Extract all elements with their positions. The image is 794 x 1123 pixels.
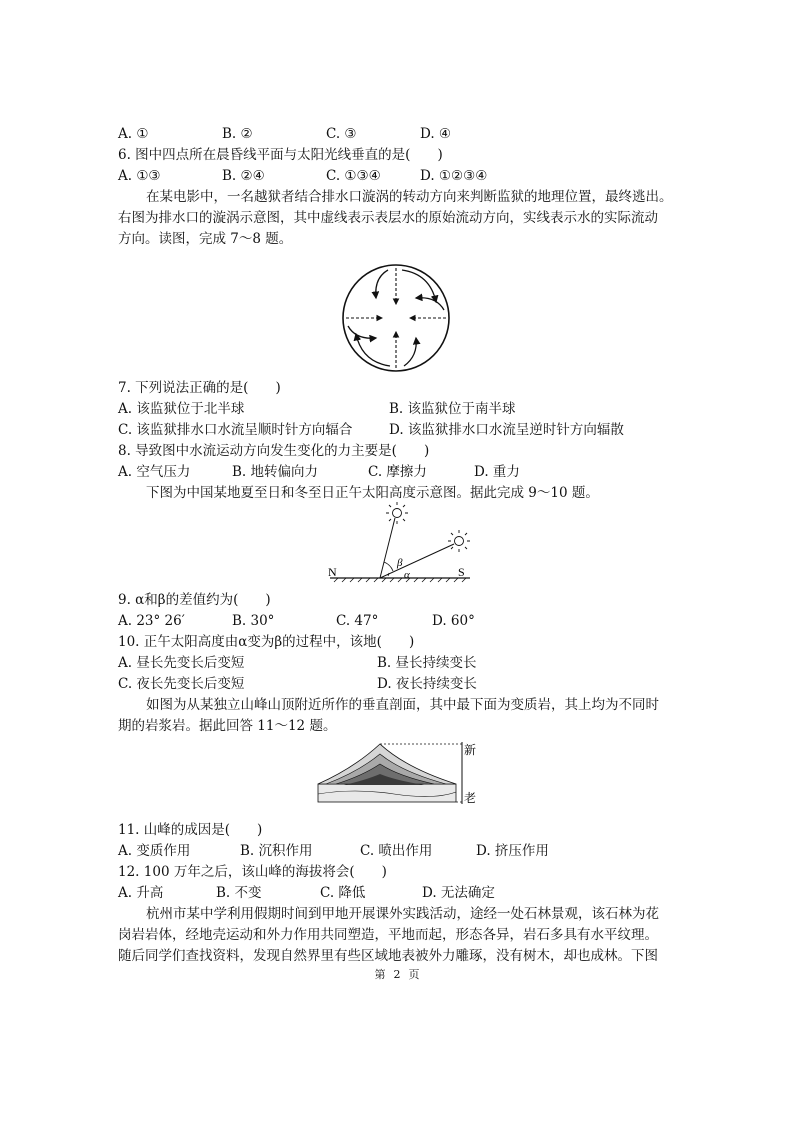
intro-final-line-1: 杭州市某中学利用假期时间到甲地开展课外实践活动，途经一处石林景观，该石林为花	[146, 906, 659, 922]
q5-option-a: A. ①	[118, 126, 149, 142]
q6-option-c: C. ①③④	[326, 168, 381, 184]
q12-option-a: A. 升高	[118, 885, 164, 901]
footer-suffix: 页	[408, 968, 420, 981]
q8-stem: 8. 导致图中水流运动方向发生变化的力主要是( )	[118, 443, 430, 459]
age-old-label: 老	[464, 791, 477, 805]
q7-option-d: D. 该监狱排水口水流呈逆时针方向辐散	[389, 422, 624, 438]
q11-option-c: C. 喷出作用	[360, 843, 433, 859]
q5-option-b: B. ②	[222, 126, 253, 142]
beta-arc	[384, 562, 393, 571]
original-flow-lines	[346, 268, 446, 368]
intro-final-line-2: 岗岩岩体，经地壳运动和外力作用共同塑造，平地而起，形态各异，岩石多具有水平纹理。	[118, 927, 658, 943]
q7-stem: 7. 下列说法正确的是( )	[118, 380, 281, 396]
intro-7-8-line-1: 在某电影中，一名越狱者结合排水口漩涡的转动方向来判断监狱的地理位置，最终逃出。	[146, 189, 673, 205]
north-label: N	[328, 565, 337, 579]
q11-option-b: B. 沉积作用	[240, 843, 313, 859]
q9-stem: 9. α和β的差值约为( )	[118, 592, 271, 608]
sun-icon	[448, 530, 470, 552]
q5-option-c: C. ③	[326, 126, 357, 142]
q10-option-a: A. 昼长先变长后变短	[118, 655, 245, 671]
q12-option-b: B. 不变	[216, 885, 262, 901]
intro-7-8-line-3: 方向。读图，完成 7～8 题。	[118, 231, 293, 247]
page-footer	[0, 966, 794, 982]
sun-icon	[386, 502, 408, 524]
intro-final-line-3: 随后同学们查找资料，发现自然界里有些区域地表被外力雕琢，没有树木，却也成林。下图	[118, 948, 658, 964]
q8-option-b: B. 地转偏向力	[232, 464, 319, 480]
q8-option-a: A. 空气压力	[118, 464, 191, 480]
sun-altitude-diagram	[320, 500, 480, 586]
mountain-cross-section	[314, 738, 484, 808]
footer-prefix: 第	[374, 968, 386, 981]
q10-option-c: C. 夜长先变长后变短	[118, 676, 245, 692]
q12-option-c: C. 降低	[320, 885, 366, 901]
south-label: S	[458, 565, 465, 579]
intro-11-12-line-2: 期的岩浆岩。据此回答 11～12 题。	[118, 718, 337, 734]
q10-option-b: B. 昼长持续变长	[377, 655, 477, 671]
intro-9-10: 下图为中国某地夏至日和冬至日正午太阳高度示意图。据此完成 9～10 题。	[146, 485, 599, 501]
summer-sun-ray	[380, 518, 395, 578]
winter-sun-ray	[380, 544, 454, 578]
intro-11-12-line-1: 如图为从某独立山峰山顶附近所作的垂直剖面，其中最下面为变质岩，其上均为不同时	[146, 697, 659, 713]
age-new-label: 新	[464, 743, 477, 757]
q9-option-d: D. 60°	[432, 613, 475, 629]
q10-option-d: D. 夜长持续变长	[377, 676, 477, 692]
q9-option-c: C. 47°	[336, 613, 379, 629]
q11-stem: 11. 山峰的成因是( )	[118, 822, 263, 838]
q10-stem: 10. 正午太阳高度由α变为β的过程中，该地( )	[118, 634, 415, 650]
q11-option-a: A. 变质作用	[118, 843, 191, 859]
q6-option-a: A. ①③	[118, 168, 161, 184]
page-number: 2	[393, 968, 401, 981]
q5-option-d: D. ④	[420, 126, 452, 142]
q6-option-d: D. ①②③④	[420, 168, 488, 184]
q8-option-c: C. 摩擦力	[368, 464, 427, 480]
q11-option-d: D. 挤压作用	[476, 843, 549, 859]
alpha-label: α	[404, 569, 410, 581]
q7-option-c: C. 该监狱排水口水流呈顺时针方向辐合	[118, 422, 353, 438]
q12-option-d: D. 无法确定	[422, 885, 495, 901]
q9-option-a: A. 23° 26′	[118, 613, 185, 629]
vortex-diagram	[338, 260, 454, 376]
q9-option-b: B. 30°	[232, 613, 275, 629]
q7-option-a: A. 该监狱位于北半球	[118, 401, 245, 417]
q8-option-d: D. 重力	[474, 464, 520, 480]
q6-stem: 6. 图中四点所在晨昏线平面与太阳光线垂直的是( )	[118, 147, 443, 163]
q7-option-b: B. 该监狱位于南半球	[389, 401, 516, 417]
beta-label: β	[397, 557, 403, 569]
q6-option-b: B. ②④	[222, 168, 265, 184]
q12-stem: 12. 100 万年之后，该山峰的海拔将会( )	[118, 864, 387, 880]
intro-7-8-line-2: 右图为排水口的漩涡示意图，其中虚线表示表层水的原始流动方向，实线表示水的实际流动	[118, 210, 658, 226]
